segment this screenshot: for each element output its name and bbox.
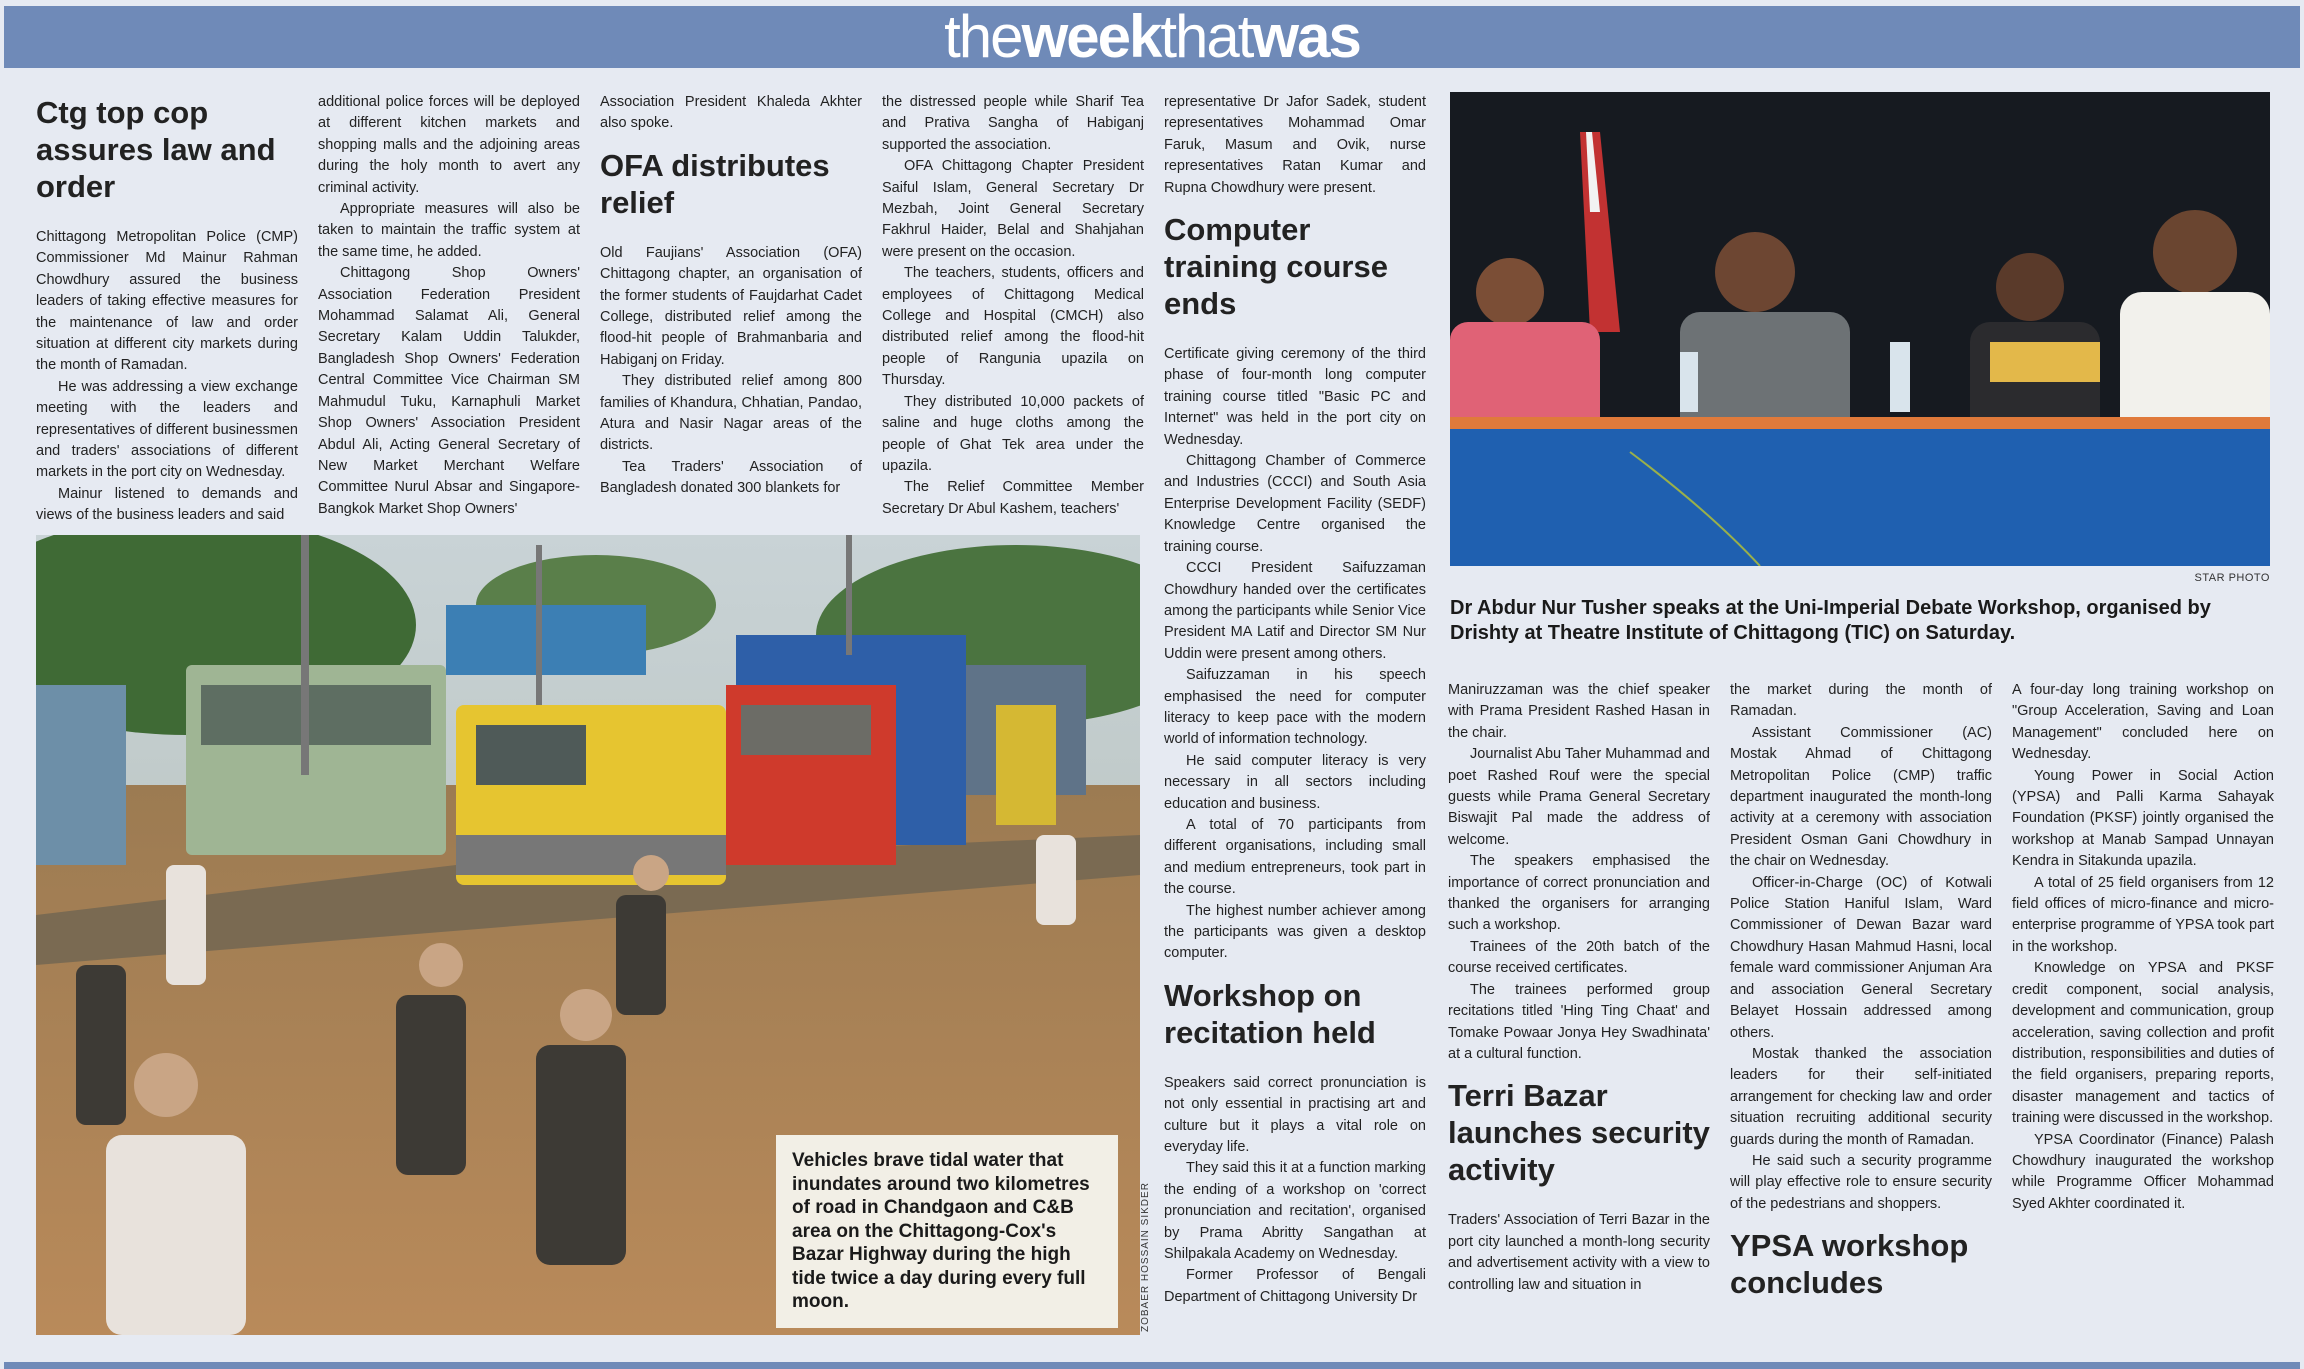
paragraph: Mostak thanked the association leaders for their self-initiated arrangement for checking law and order situation recruiting additional security guards during the month of Ramadan. [1730, 1045, 1992, 1148]
photographer-credit: ZOBAER HOSSAIN SIKDER [1140, 1182, 1151, 1332]
headline-terri-bazar: Terri Bazar launches security activity [1448, 1078, 1710, 1188]
headline-ctg-top-cop: Ctg top cop assures law and order [36, 95, 276, 204]
paragraph: Assistant Commissioner (AC) Mostak Ahmad of Chittagong Metropolitan Police (CMP) traffic department inaugurated the month-long activity at a ceremony with association President Osman Gani Chowdhury in the chair on Wednesday. [1730, 724, 1992, 870]
paragraph: A four-day long training workshop on "Group Acceleration, Saving and Loan Management" concluded here on Wednesday. [2012, 682, 2274, 763]
paragraph: The speakers emphasised the importance of correct pronunciation and thanked the organisers for arranging such a workshop. [1448, 853, 1710, 934]
paragraph: additional police forces will be deployed at different kitchen markets and shopping malls and the adjoining areas during the holy month to avert any criminal activity. [318, 94, 580, 196]
title-part-the: the [944, 3, 1022, 70]
paragraph: Chittagong Shop Owners' Association Federation President Mohammad Salamat Ali, General Secretary Kalam Uddin Talukder, Bangladesh Shop Owners' Federation Central Committee Vice Chairman SM Mahmudul Tuku, Karnaphuli Market Shop Owners' Association President Abdul Ali, Acting General Secretary of New Market Merchant Welfare Committee Nurul Absar and Singapore-Bangkok Market Shop Owners' [318, 265, 580, 517]
paragraph: Officer-in-Charge (OC) of Kotwali Police Station Haniful Islam, Ward Commissioner of Dewan Bazar ward Chowdhury Hasan Mahmud Hasni, local female ward commissioner Anjuman Ara and association General Secretary Belayet Hossain addressed among others. [1730, 874, 1992, 1041]
debate-workshop-photo [1450, 92, 2270, 566]
paragraph: the distressed people while Sharif Tea and Prativa Sangha of Habiganj supported the association. [882, 94, 1144, 153]
paragraph: He was addressing a view exchange meeting with the leaders and representatives of different businessmen and traders' associations of different markets in the port city on Wednesday. [36, 378, 298, 481]
paragraph: He said computer literacy is very necessary in all sectors including education and business. [1164, 752, 1426, 812]
paragraph: Appropriate measures will also be taken to maintain the traffic system at the same time, he added. [318, 201, 580, 260]
paragraph: Chittagong Metropolitan Police (CMP) Commissioner Md Mainur Rahman Chowdhury assured the business leaders of taking effective measures for the maintenance of law and order situation at different city markets during the month of Ramadan. [36, 229, 298, 374]
paragraph: He said such a security programme will play effective role to ensure security of the pedestrians and shoppers. [1730, 1152, 1992, 1212]
article-column-8 [2012, 680, 2274, 1322]
paragraph: They distributed 10,000 packets of saline and huge cloths among the people of Ghat Tek area under the upazila. [882, 393, 1144, 474]
paragraph: Speakers said correct pronunciation is not only essential in practising art and culture but it plays a vital role on everyday life. [1164, 1074, 1426, 1156]
article-column-3 [600, 92, 862, 520]
paragraph: The Relief Committee Member Secretary Dr Abul Kashem, teachers' [882, 479, 1144, 517]
title-part-week: week [1021, 3, 1161, 70]
paragraph: Tea Traders' Association of Bangladesh donated 300 blankets for [600, 458, 862, 497]
photo-credit: STAR PHOTO [2194, 572, 2270, 584]
paragraph: OFA Chittagong Chapter President Saiful Islam, General Secretary Dr Mezbah, Joint General Secretary Fakhrul Haider, Belal and Shahjahan were present on the occasion. [882, 158, 1144, 260]
paragraph: Old Faujians' Association (OFA) Chittagong chapter, an organisation of the former students of Faujdarhat Cadet College, distributed relief among the flood-hit people of Brahmanbaria and Habiganj on Friday. [600, 244, 862, 368]
paragraph: The trainees performed group recitations titled 'Hing Ting Chaat' and Tomake Powaar Jonya Hey Swadhinata' at a cultural function. [1448, 981, 1710, 1062]
section-title [944, 3, 1360, 70]
paragraph: Knowledge on YPSA and PKSF credit component, social analysis, development and communication, group acceleration, saving collection and profit distribution, responsibilities and duties of the field organisers, preparing reports, disaster management and tactics of training were discussed in the workshop. [2012, 960, 2274, 1127]
paragraph: Maniruzzaman was the chief speaker with Prama President Rashed Hasan in the chair. [1448, 682, 1710, 741]
paragraph: The highest number achiever among the participants was given a desktop computer. [1164, 902, 1426, 962]
headline-ofa-relief: OFA distributes relief [600, 147, 830, 220]
paragraph: Journalist Abu Taher Muhammad and poet Rashed Rouf were the special guests while Prama General Secretary Biswajit Pal made the address of welcome. [1448, 746, 1710, 848]
flood-photo-caption: Vehicles brave tidal water that inundates around two kilometres of road in Chandgaon and C&B area on the Chittagong-Cox's Bazar Highway during the high tide twice a day during every full moon. [776, 1135, 1118, 1328]
paragraph: Saifuzzaman in his speech emphasised the need for computer literacy to keep pace with the modern world of information technology. [1164, 667, 1426, 748]
headline-recitation-workshop: Workshop on recitation held [1164, 977, 1376, 1050]
paragraph: CCCI President Saifuzzaman Chowdhury handed over the certificates among the participants while Senior Vice President MA Latif and Director SM Nur Uddin were present among others. [1164, 560, 1426, 662]
paragraph: Association President Khaleda Akhter also spoke. [600, 94, 862, 132]
debate-photo-caption: Dr Abdur Nur Tusher speaks at the Uni-Imperial Debate Workshop, organised by Drishty at Theatre Institute of Chittagong (TIC) on Saturday. [1450, 597, 2211, 644]
paragraph: YPSA Coordinator (Finance) Palash Chowdhury inaugurated the workshop while Programme Officer Mohammad Syed Akhter coordinated it. [2012, 1131, 2274, 1212]
paragraph: Certificate giving ceremony of the third phase of four-month long computer training course titled "Basic PC and Internet" was held in the port city on Wednesday. [1164, 346, 1426, 448]
flood-road-photo [36, 535, 1140, 1335]
article-column-7 [1730, 680, 1992, 1322]
headline-ypsa-workshop: YPSA workshop concludes [1730, 1228, 1969, 1301]
paragraph: They said this it at a function marking the ending of a workshop on 'correct pronunciation and recitation', organised by Prama Abritty Sangathan at Shilpakala Academy on Wednesday. [1164, 1160, 1426, 1263]
title-part-was: was [1252, 3, 1360, 70]
section-banner [4, 3, 2300, 70]
paragraph: The teachers, students, officers and employees of Chittagong Medical College and Hospital (CMCH) also distributed relief among the flood-hit people of Rangunia upazila on Thursday. [882, 265, 1144, 389]
paragraph: They distributed relief among 800 families of Khandura, Chhatian, Pandao, Atura and Nasir Nagar areas of the districts. [600, 373, 862, 454]
paragraph: A total of 70 participants from different organisations, including small and medium entrepreneurs, took part in the course. [1164, 816, 1426, 898]
article-column-1 [36, 92, 298, 520]
headline-computer-training: Computer training course ends [1164, 212, 1388, 322]
paragraph: Trainees of the 20th batch of the course received certificates. [1448, 938, 1710, 977]
paragraph: A total of 25 field organisers from 12 field offices of micro-finance and micro-enterprise programme of YPSA took part in the workshop. [2012, 874, 2274, 955]
article-column-5 [1164, 92, 1426, 1318]
paragraph: the market during the month of Ramadan. [1730, 682, 1992, 720]
debate-photo-illustration [1450, 92, 2270, 566]
article-column-4 [882, 92, 1144, 520]
paragraph: Traders' Association of Terri Bazar in the port city launched a month-long security and advertisement activity with a view to controlling law and situation in [1448, 1212, 1710, 1293]
title-part-that: that [1160, 3, 1253, 70]
paragraph: Young Power in Social Action (YPSA) and Palli Karma Sahayak Foundation (PKSF) jointly organised the workshop at Manab Sampad Unnayan Kendra in Sitakunda upazila. [2012, 767, 2274, 870]
paragraph: Former Professor of Bengali Department of Chittagong University Dr [1164, 1267, 1426, 1305]
bottom-rule [4, 1362, 2300, 1369]
paragraph: Chittagong Chamber of Commerce and Industries (CCCI) and South Asia Enterprise Development Facility (SEDF) Knowledge Centre organised the training course. [1164, 453, 1426, 555]
article-column-2 [318, 92, 580, 520]
paragraph: representative Dr Jafor Sadek, student representatives Mohammad Omar Faruk, Masum and Ovik, nurse representatives Ratan Kumar and Rupna Chowdhury were present. [1164, 94, 1426, 196]
article-column-6 [1448, 680, 1710, 1322]
paragraph: Mainur listened to demands and views of the business leaders and said [36, 485, 298, 520]
